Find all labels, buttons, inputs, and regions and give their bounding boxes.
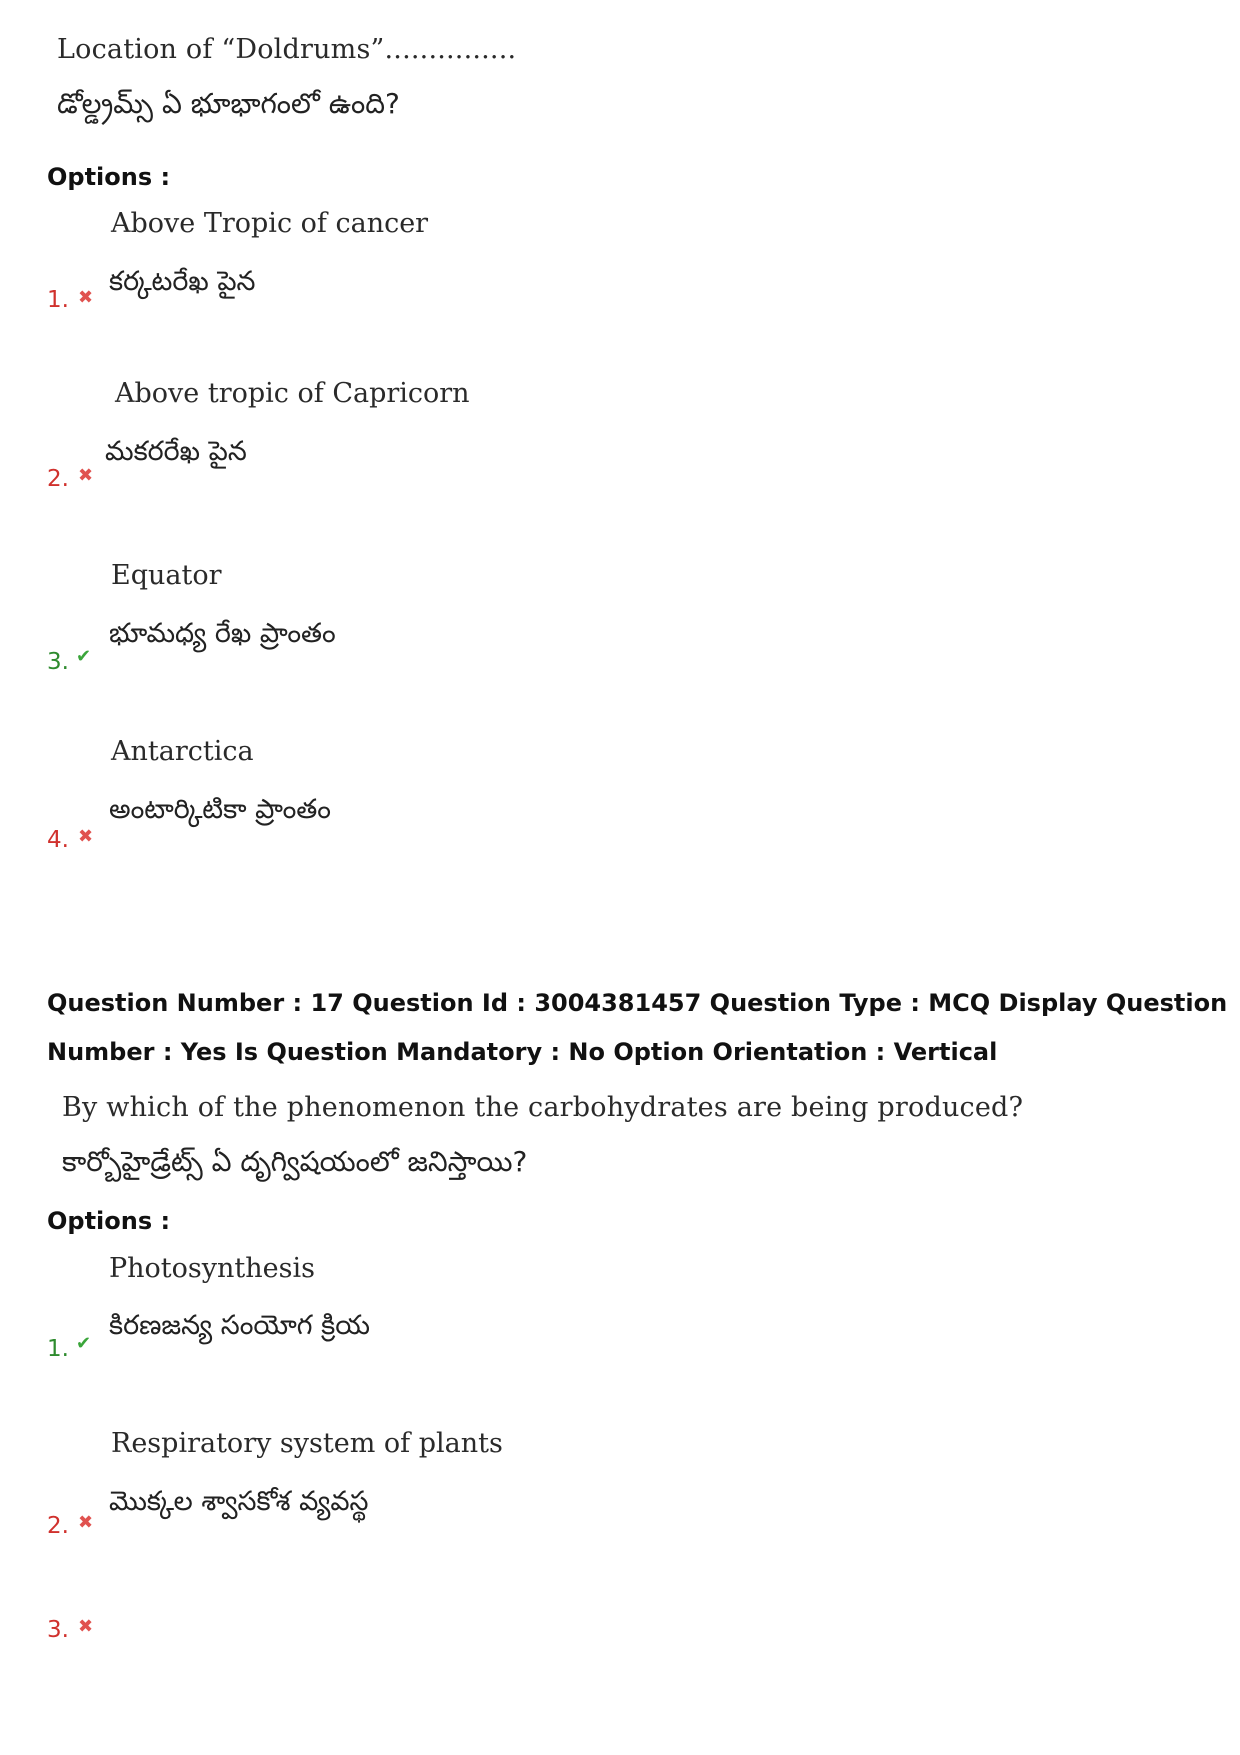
- cross-icon: ✖: [78, 826, 94, 847]
- question-17-meta-line-1: Question Number : 17 Question Id : 3004381457 Question Type : MCQ Display Question: [47, 989, 1228, 1017]
- option-number: 1.: [47, 1336, 69, 1362]
- option-telugu: మొక్కల శ్వాసకోశ వ్యవస్థ: [109, 1486, 369, 1517]
- option-telugu: మకరరేఖ పైన: [105, 436, 247, 467]
- option-english: Antarctica: [111, 736, 254, 767]
- question-17-english: By which of the phenomenon the carbohydrates are being produced?: [62, 1092, 1024, 1123]
- question-16-text: [57, 34, 516, 127]
- check-icon: ✔: [76, 646, 92, 667]
- option-number: 3.: [47, 649, 69, 675]
- option-number: 2.: [47, 466, 69, 492]
- cross-icon: ✖: [78, 287, 94, 308]
- question-17-text: [62, 1092, 1023, 1185]
- question-16-english: Location of “Doldrums”...............: [57, 34, 517, 65]
- option-number: 1.: [47, 287, 69, 313]
- options-label-q17: Options :: [47, 1207, 171, 1235]
- question-17-meta-line-2: Number : Yes Is Question Mandatory : No Option Orientation : Vertical: [47, 1038, 998, 1066]
- cross-icon: ✖: [78, 1512, 94, 1533]
- option-english: Equator: [111, 560, 222, 591]
- option-telugu: భూమధ్య రేఖ ప్రాంతం: [109, 618, 336, 649]
- question-17-telugu: కార్బోహైడ్రేట్స్ ఏ దృగ్విషయంలో జనిస్తాయి?: [62, 1145, 528, 1178]
- option-english: Respiratory system of plants: [111, 1428, 503, 1459]
- cross-icon: ✖: [78, 1616, 94, 1637]
- option-english: Above tropic of Capricorn: [115, 378, 470, 409]
- option-number: 4.: [47, 827, 69, 853]
- option-telugu: కర్కటరేఖ పైన: [109, 266, 256, 297]
- option-english: Above Tropic of cancer: [111, 208, 429, 239]
- option-number: 3.: [47, 1617, 69, 1643]
- question-16-telugu: డోల్డ్రమ్స్ ఏ భూభాగంలో ఉంది?: [57, 87, 400, 120]
- option-number: 2.: [47, 1513, 69, 1539]
- options-label-q16: Options :: [47, 163, 171, 191]
- option-english: Photosynthesis: [109, 1253, 315, 1284]
- option-telugu: అంటార్కిటికా ప్రాంతం: [109, 794, 331, 825]
- option-telugu: కిరణజన్య సంయోగ క్రియ: [109, 1310, 370, 1341]
- check-icon: ✔: [76, 1333, 92, 1354]
- cross-icon: ✖: [78, 465, 94, 486]
